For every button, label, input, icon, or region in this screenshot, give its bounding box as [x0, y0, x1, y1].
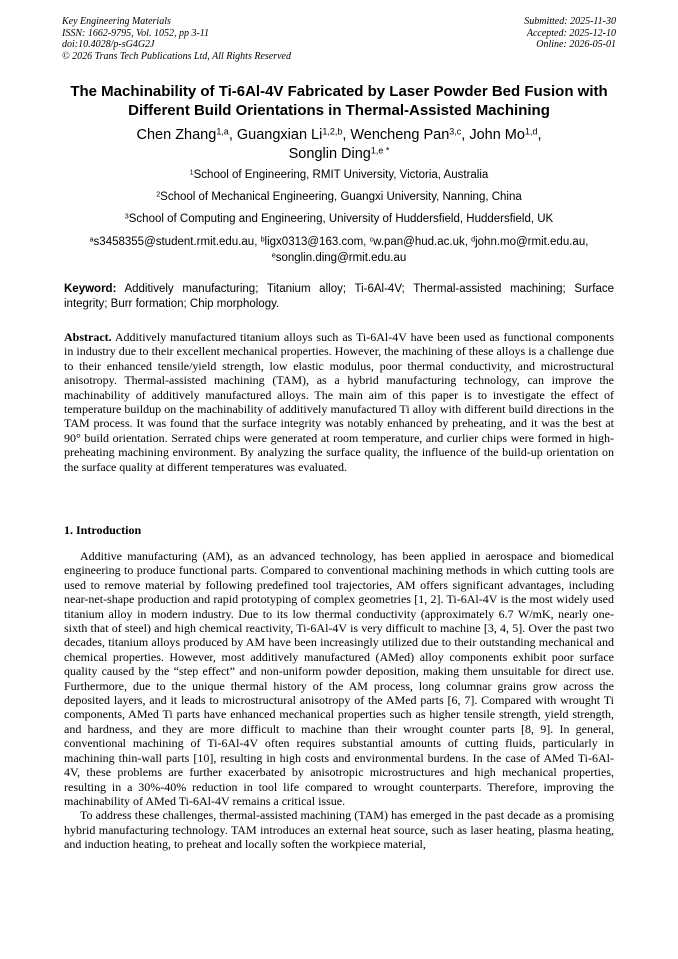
body-paragraph: Additive manufacturing (AM), as an advanced technology, has been applied in aerospace and biomedical engineering to produce functional parts. Compared to conventional machining methods in which cutting tools are used to remove material by following predefined tool trajectories, AM offers significant advantages, including near-net-shape production and rapid prototyping of complex geometries [1, 2]. Ti-6Al-4V is the most widely used titanium alloy in modern industry. Due to its low thermal conductivity (approximately 6.7 W/mK, nearly one-sixth that of steel) and high chemical reactivity, Ti-6Al-4V is very difficult to machine [3, 4, 5]. Over the past two decades, titanium alloys produced by AM have been increasingly utilized due to their outstanding mechanical and chemical properties. However, most additively manufactured (AMed) alloy components exhibit poor surface quality caused by the “step effect” and non-uniform powder deposition, making them unsuitable for direct use. Furthermore, due to the unique thermal history of the AM process, long columnar grains grow across the deposited layers, and it leads to microstructural anisotropy of the AMed parts [6, 7]. Compared with wrought Ti components, AMed Ti parts have enhanced mechanical properties such as higher tensile strength, yield strength, and hardness, and they are more difficult to machine than their wrought counter parts [8, 9]. In general, conventional machining of Ti-6Al-4V often requires substantial amounts of cutting fluids, particularly in machining thin-wall parts [10], resulting in high costs and environmental burdens. In the case of AMed Ti-6Al-4V, these problems are further exacerbated by anisotropic microstructures and high mechanical properties, resulting in a 30%-40% reduction in tool life compared to wrought counterparts. Therefore, improving the machinability of AMed Ti-6Al-4V remains a critical issue.: [64, 549, 614, 808]
journal-name: Key Engineering Materials: [62, 16, 171, 27]
abstract-label: Abstract.: [64, 330, 112, 344]
email-link[interactable]: $^c$w.pan@hud.ac.uk: [369, 235, 465, 248]
affiliation: $^2$School of Mechanical Engineering, Guangxi University, Nanning, China: [156, 190, 522, 203]
email-link[interactable]: $^e$songlin.ding@rmit.edu.au: [271, 251, 407, 264]
doi-line[interactable]: doi:10.4028/p-sG4G2J: [62, 39, 155, 50]
section-heading: 1. Introduction: [64, 523, 142, 537]
affiliation: $^1$School of Engineering, RMIT University, Victoria, Australia: [189, 168, 489, 181]
keywords-section: [64, 282, 614, 312]
author: Guangxian Li$^{1,2,b}$: [236, 126, 343, 143]
author: John Mo$^{1,d}$: [469, 126, 538, 143]
author: Chen Zhang$^{1,a}$: [136, 126, 229, 143]
introduction-section: [64, 523, 614, 852]
affiliations: [50, 168, 628, 266]
paper-title: The Machinability of Ti-6Al-4V Fabricated by Laser Powder Bed Fusion with Different Build Orientations in Thermal-Assisted Machining: [70, 83, 608, 119]
accepted-date: Accepted: 2025-12-10: [526, 27, 616, 39]
journal-info: [62, 16, 291, 62]
author-list: Chen Zhang$^{1,a}$, Guangxian Li$^{1,2,b}$, Wencheng Pan$^{3,c}$, John Mo$^{1,d}$, Songlin Ding$^{1,e *}$: [136, 126, 542, 162]
issn-line: ISSN: 1662-9795, Vol. 1052, pp 3-11: [62, 27, 210, 39]
affiliation: $^3$School of Computing and Engineering, University of Huddersfield, Huddersfield, UK: [124, 212, 554, 225]
submitted-date: Submitted: 2025-11-30: [524, 16, 616, 27]
email-link[interactable]: $^d$john.mo@rmit.edu.au: [471, 235, 586, 248]
author: Wencheng Pan$^{3,c}$: [350, 126, 462, 143]
abstract-text: Additively manufactured titanium alloys such as Ti-6Al-4V have been used as functional components in industry due to their excellent mechanical properties. However, the machining of these alloys is a challenge due to their enhanced tensile/yield strength, low elastic modulus, poor thermal conductivity, and microstructural anisotropy. Thermal-assisted machining (TAM), as a hybrid manufacturing technology, can improve the machinability of additively manufactured alloys. The main aim of this paper is to investigate the effect of temperature buildup on the machinability of additively manufactured Ti alloy with different build directions in the TAM process. It was found that the surface integrity was notably enhanced by preheating, and it was the best at 90° build orientation. Serrated chips were generated at room temperature, and curlier chips were formed in high-preheating machining environment. By analyzing the surface quality, the influence of the build-up orientation on the surface quality at different temperatures was evaluated.: [64, 330, 614, 474]
email-link[interactable]: $^b$ligx0313@163.com: [260, 235, 364, 248]
publication-dates: [524, 16, 616, 51]
abstract-section: [64, 330, 614, 474]
copyright-line: © 2026 Trans Tech Publications Ltd, All Rights Reserved: [62, 50, 291, 62]
author: Songlin Ding$^{1,e *}$: [288, 145, 390, 162]
email-list: $^a$s3458355@student.rmit.edu.au, $^b$ligx0313@163.com, $^c$w.pan@hud.ac.uk, $^d$john.mo@rmit.edu.au, $^e$songlin.ding@rmit.edu.au: [89, 235, 589, 264]
keywords-text: Additively manufacturing; Titanium alloy; Ti-6Al-4V; Thermal-assisted machining; Surface integrity; Burr formation; Chip morphology.: [64, 283, 614, 310]
keywords-label: Keyword:: [64, 283, 117, 295]
email-link[interactable]: $^a$s3458355@student.rmit.edu.au: [89, 235, 255, 248]
online-date: Online: 2026-05-01: [536, 39, 616, 50]
body-paragraph: To address these challenges, thermal-assisted machining (TAM) has emerged in the past decade as a promising hybrid manufacturing technology. TAM introduces an external heat source, such as laser heating, plasma heating, and induction heating, to preheat and locally soften the workpiece material,: [64, 808, 614, 852]
